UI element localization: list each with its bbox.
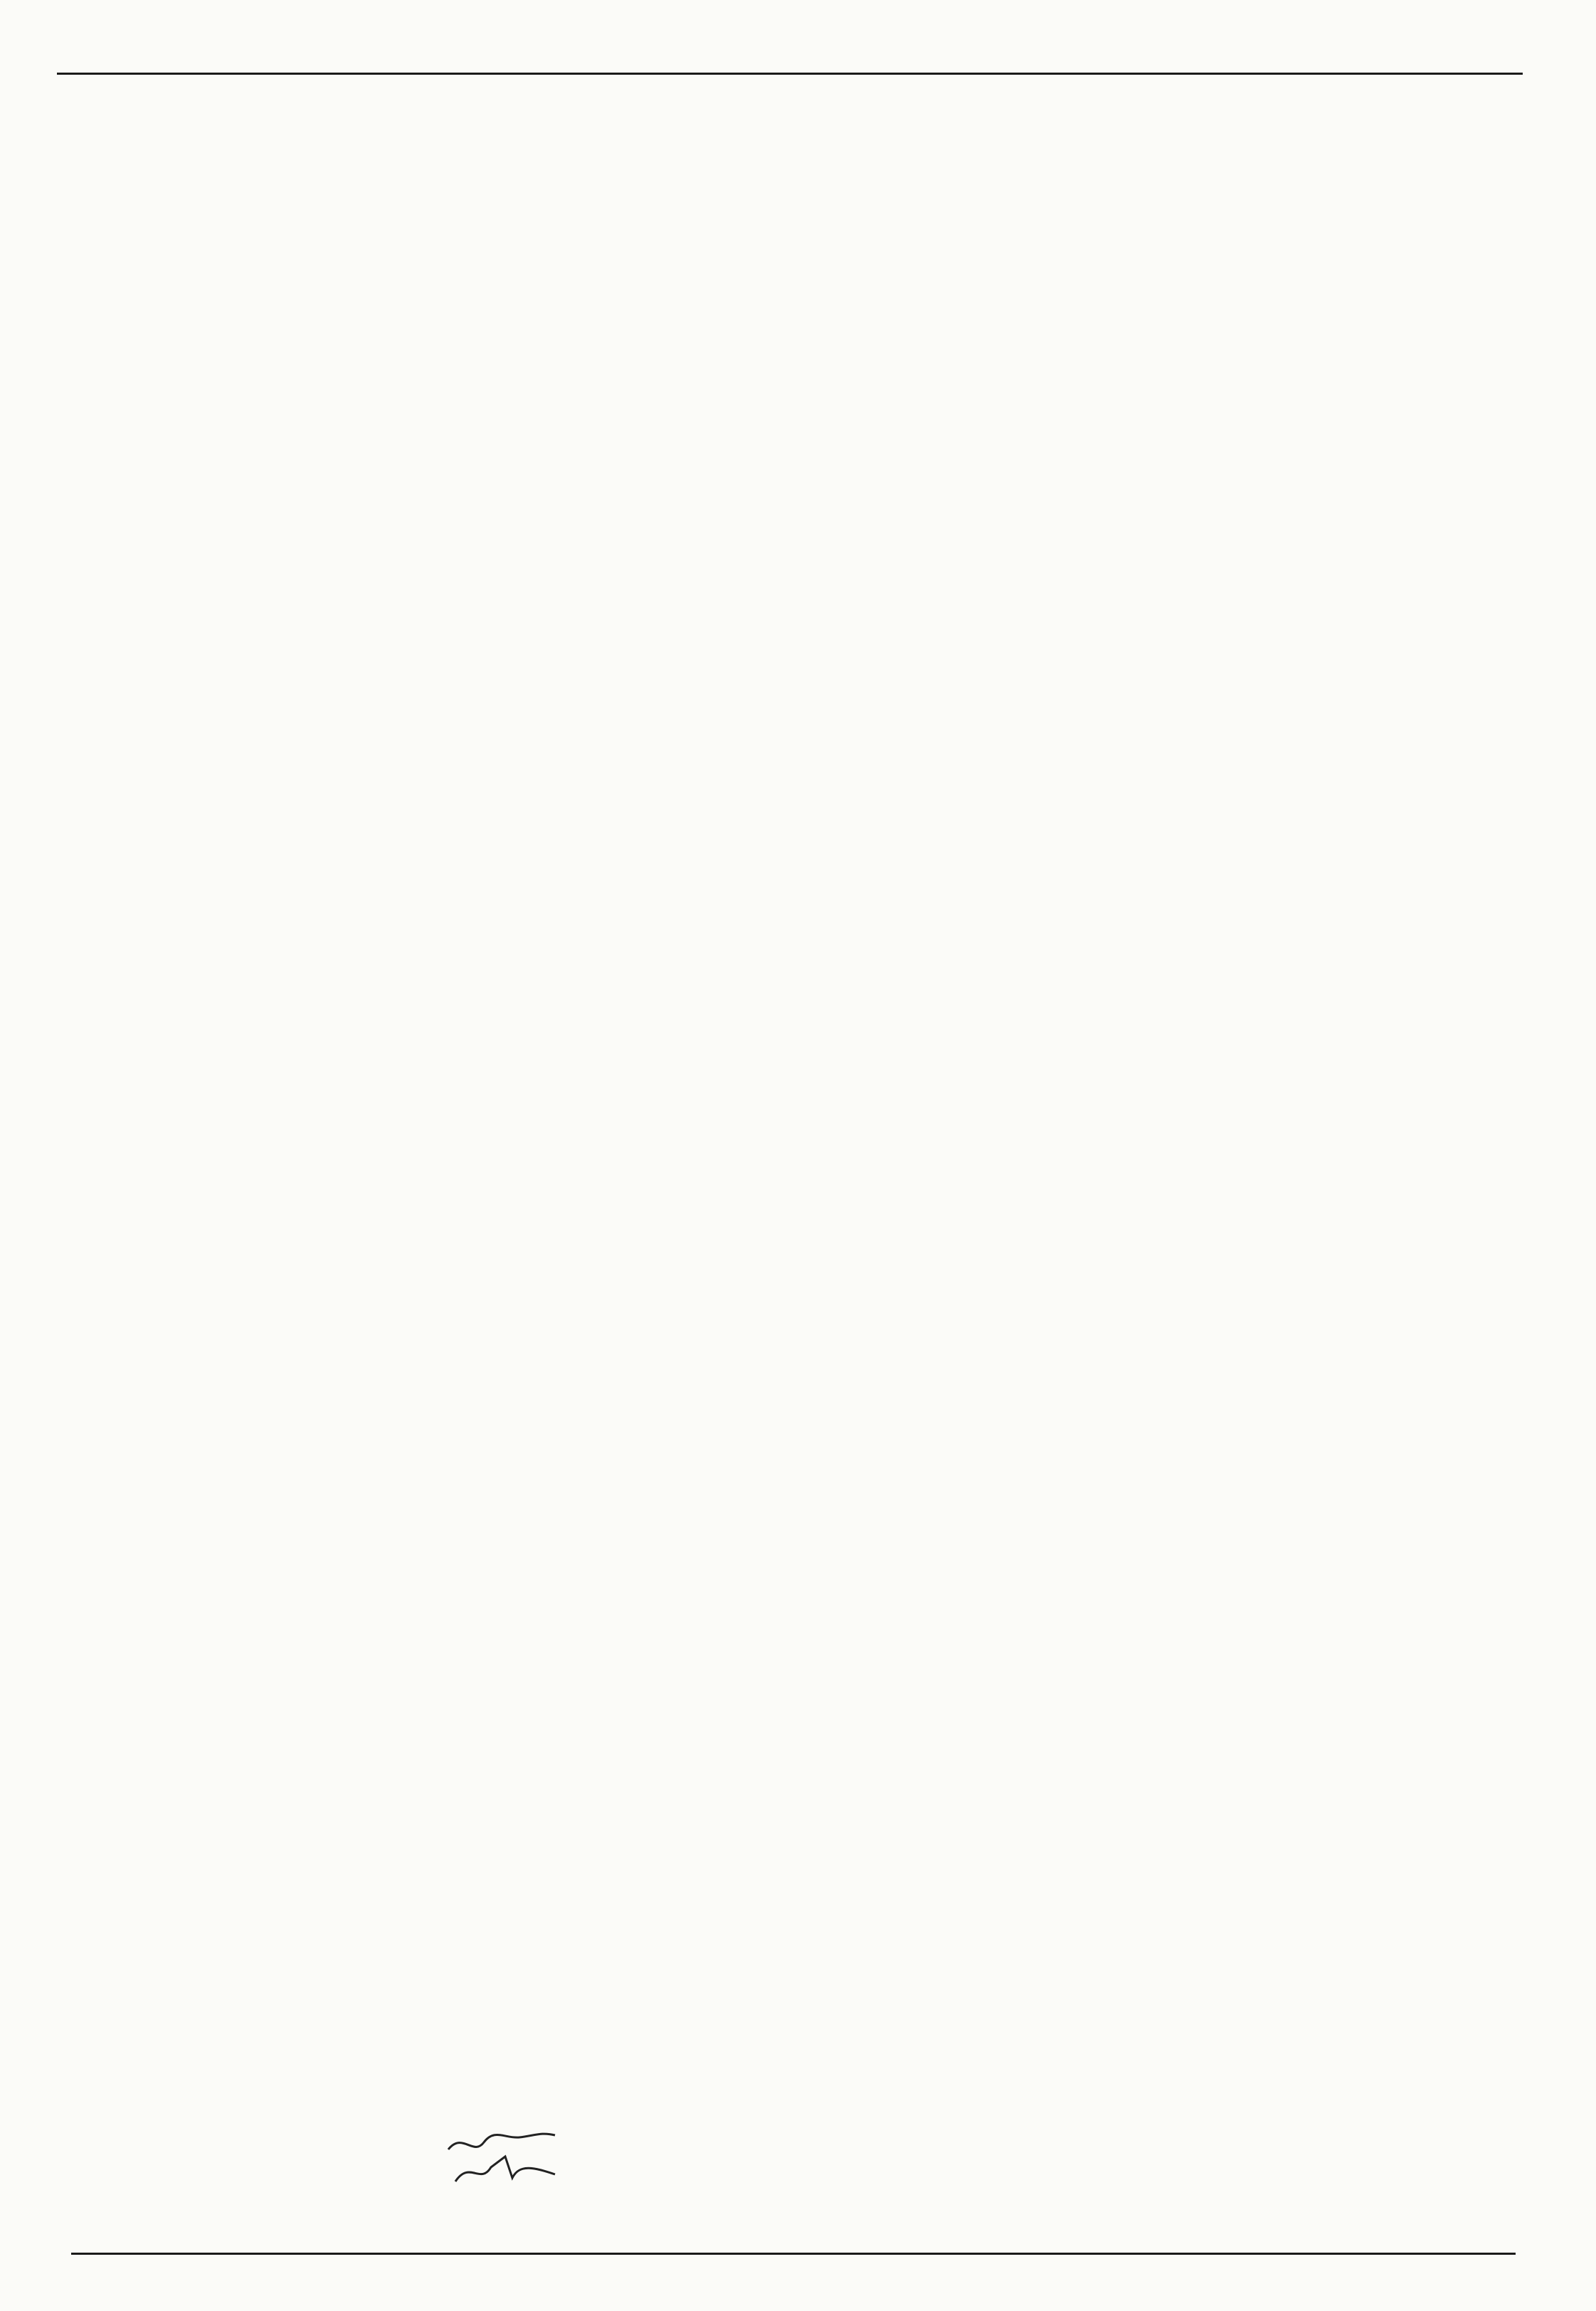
top-rule xyxy=(57,73,1523,75)
signature-icon xyxy=(441,2125,562,2189)
bottom-rule xyxy=(71,2253,1516,2255)
